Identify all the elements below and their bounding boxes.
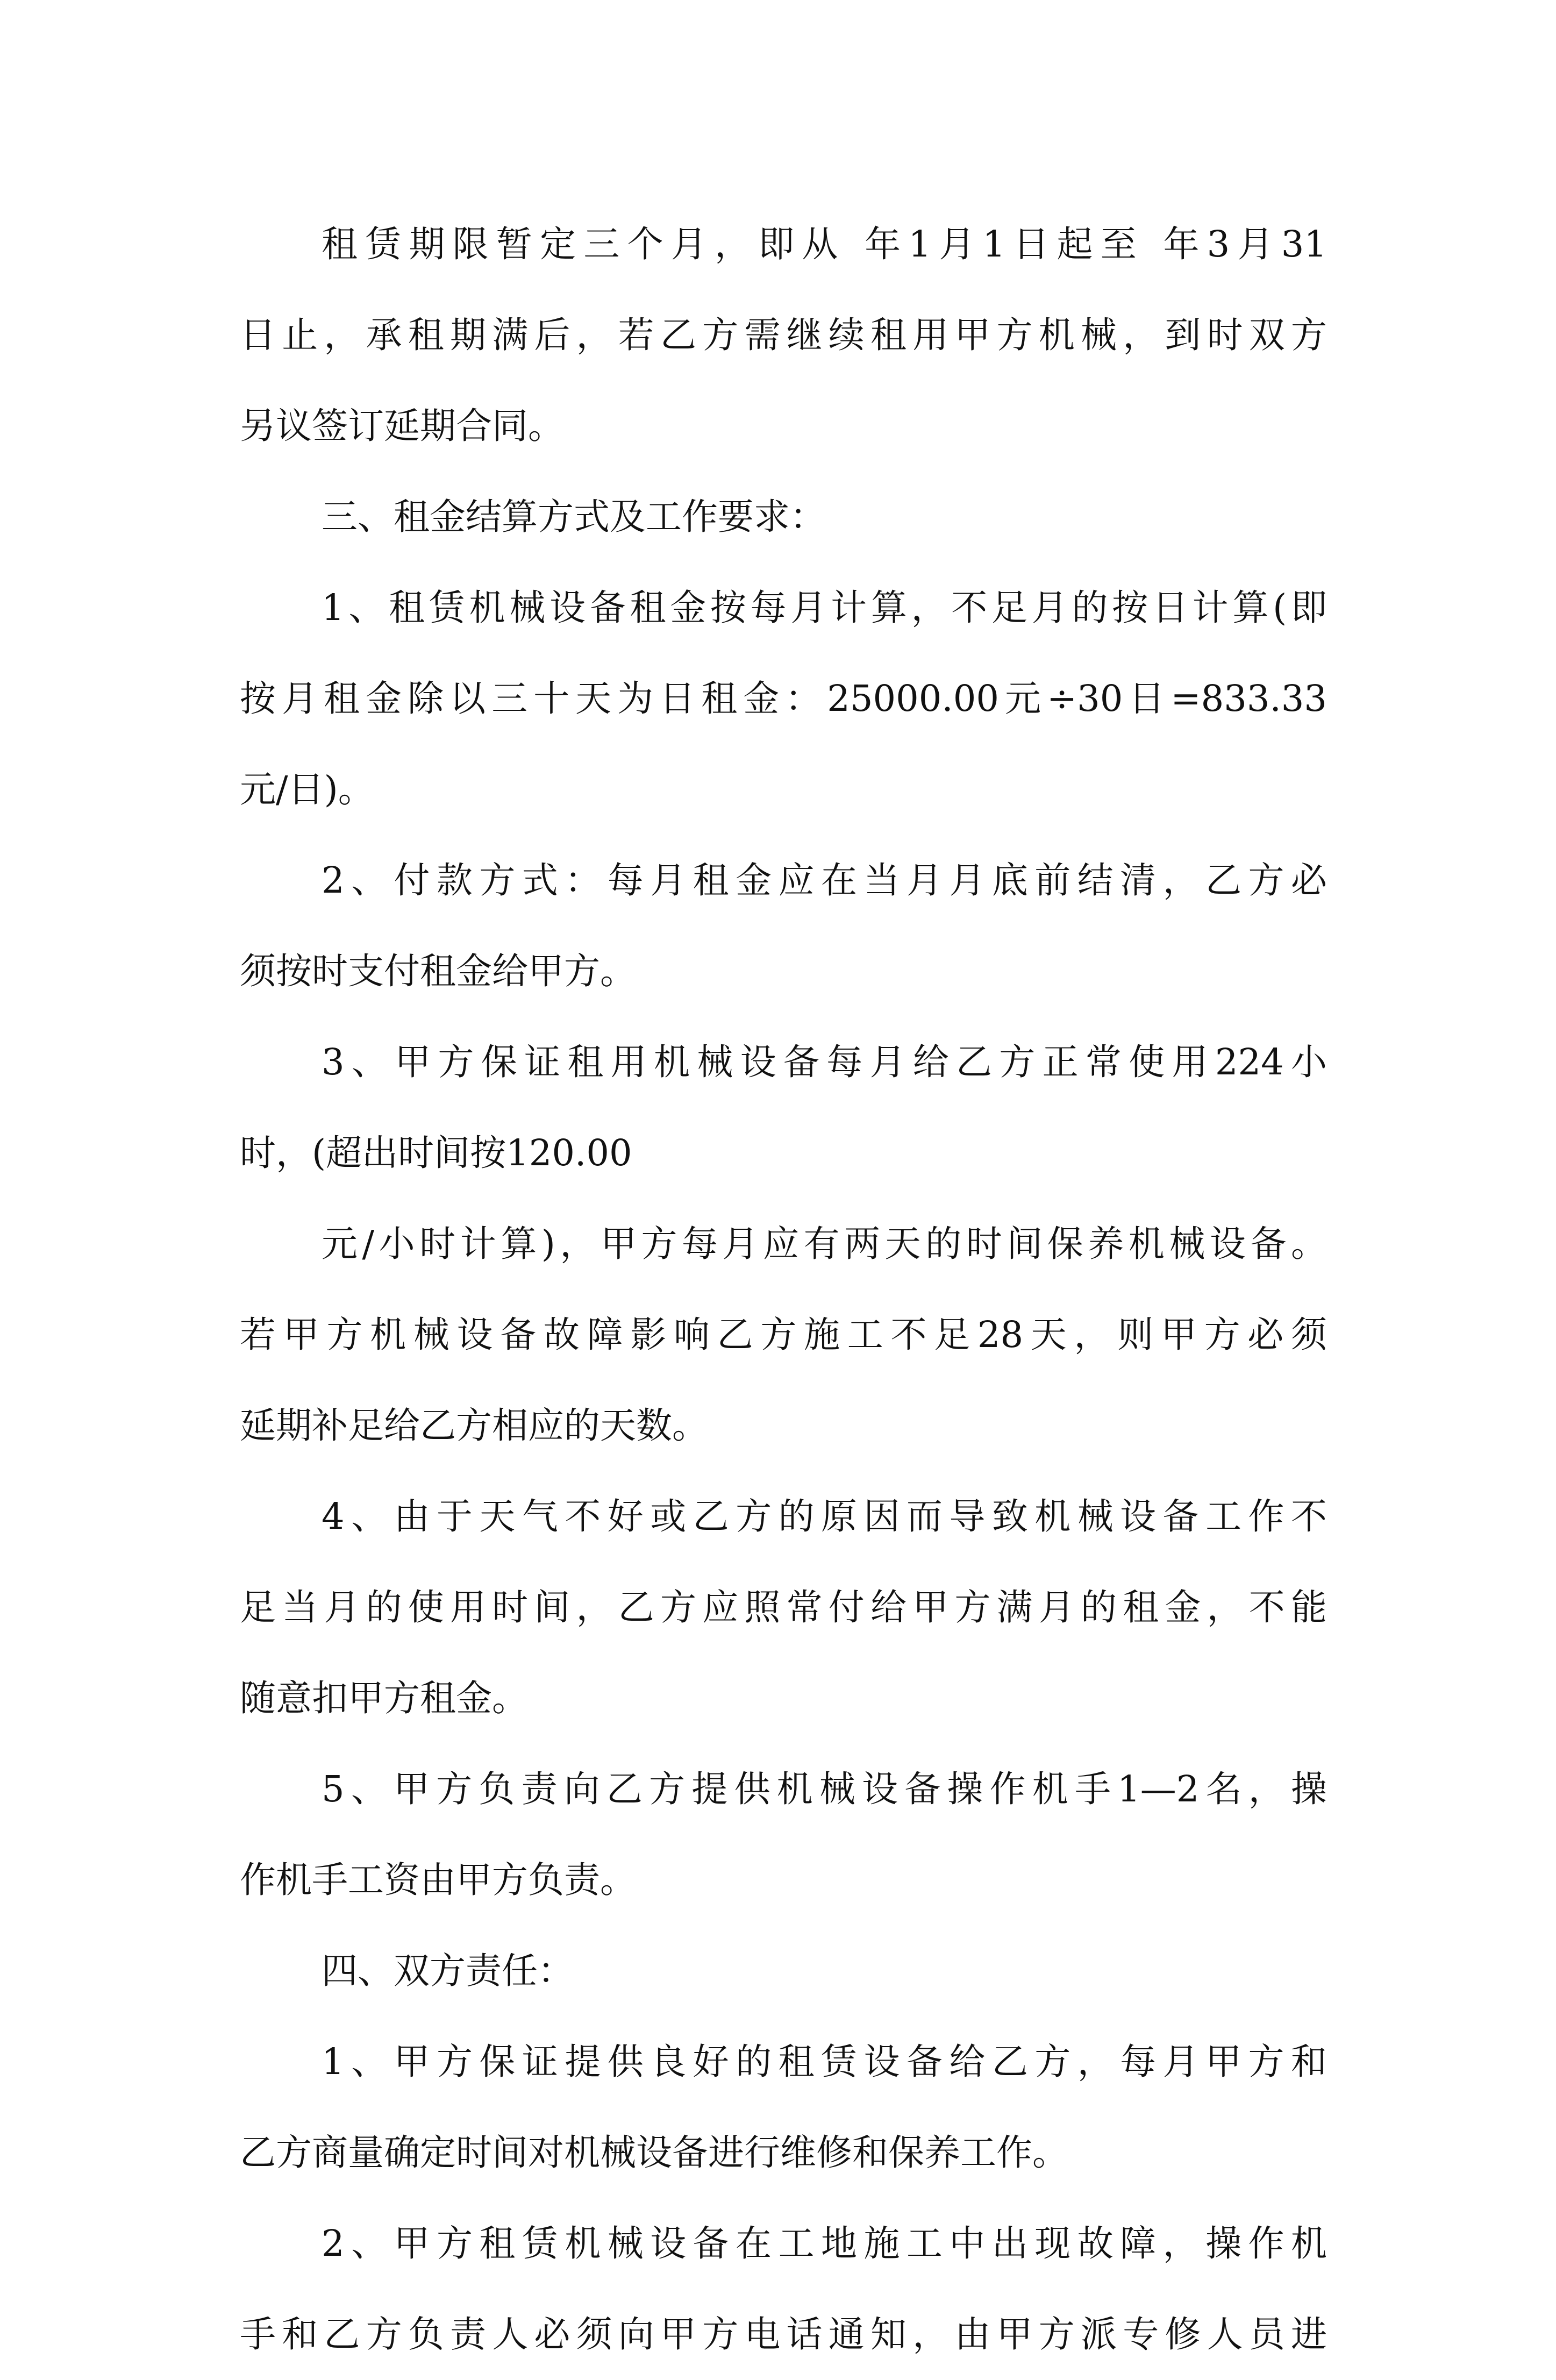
text-line: 作机手工资由甲方负责。 <box>240 1859 636 1901</box>
section-heading: 四、双方责任： <box>322 1950 574 1992</box>
text-line: 2、付款方式：每月租金应在当月月底前结清，乙方必 <box>322 859 1327 901</box>
text-line: 1、租赁机械设备租金按每月计算，不足月的按日计算(即 <box>322 587 1327 629</box>
text-line: 延期补足给乙方相应的天数。 <box>240 1405 708 1446</box>
text-line: 按月租金除以三十天为日租金：25000.00元÷30日=833.33 <box>240 678 1327 719</box>
contract-body <box>240 199 1327 2380</box>
text-line: 时，(超出时间按120.00 <box>240 1132 632 1174</box>
text-line: 足当月的使用时间，乙方应照常付给甲方满月的租金，不能 <box>240 1586 1327 1628</box>
text-line: 元/日)。 <box>240 768 374 810</box>
section-heading: 三、租金结算方式及工作要求： <box>322 496 826 538</box>
text-line: 5、甲方负责向乙方提供机械设备操作机手1—2名，操 <box>322 1768 1327 1810</box>
text-line: 1、甲方保证提供良好的租赁设备给乙方，每月甲方和 <box>322 2041 1327 2083</box>
text-line: 随意扣甲方租金。 <box>240 1677 528 1719</box>
text-line: 元/小时计算)，甲方每月应有两天的时间保养机械设备。 <box>322 1223 1327 1265</box>
text-line: 若甲方机械设备故障影响乙方施工不足28天，则甲方必须 <box>240 1314 1327 1356</box>
text-line: 另议签订延期合同。 <box>240 405 564 447</box>
text-line: 日止，承租期满后，若乙方需继续租用甲方机械，到时双方 <box>240 314 1327 356</box>
text-line: 3、甲方保证租用机械设备每月给乙方正常使用224小 <box>322 1041 1327 1083</box>
text-line: 租赁期限暂定三个月，即从 年1月1日起至 年3月31 <box>322 223 1327 265</box>
text-line: 4、由于天气不好或乙方的原因而导致机械设备工作不 <box>322 1495 1327 1537</box>
text-line: 手和乙方负责人必须向甲方电话通知，由甲方派专修人员进 <box>240 2313 1327 2355</box>
text-line: 须按时支付租金给甲方。 <box>240 950 636 992</box>
text-line: 2、甲方租赁机械设备在工地施工中出现故障，操作机 <box>322 2222 1327 2264</box>
text-line: 乙方商量确定时间对机械设备进行维修和保养工作。 <box>240 2132 1068 2174</box>
